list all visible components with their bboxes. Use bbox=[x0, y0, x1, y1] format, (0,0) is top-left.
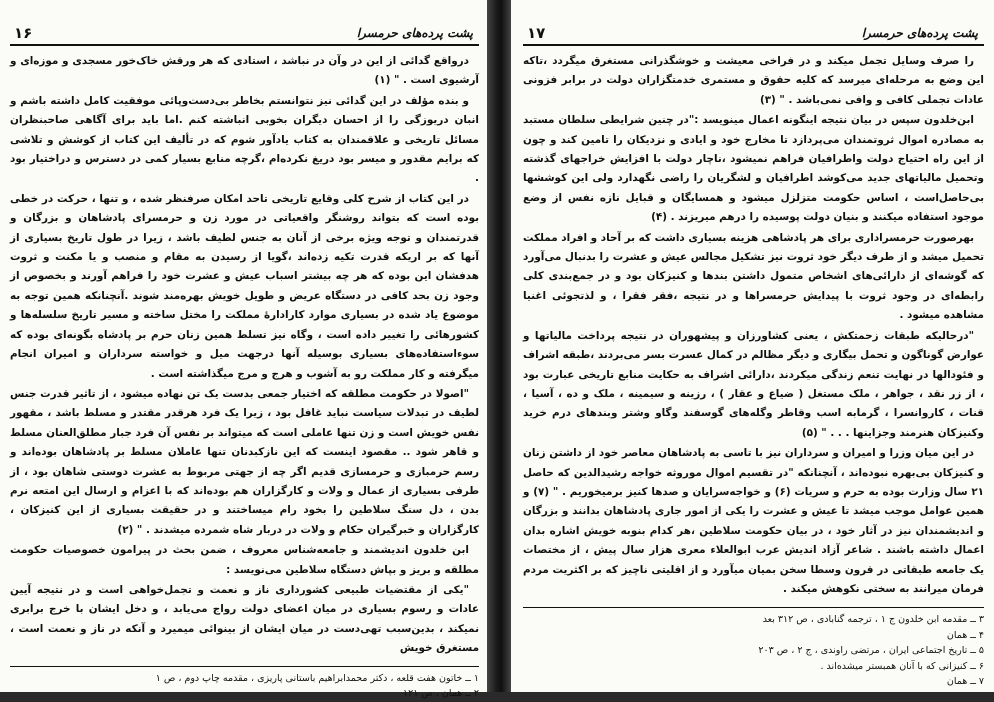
left-footnotes bbox=[10, 671, 479, 702]
right-footnote-rule bbox=[523, 607, 984, 608]
right-footnotes bbox=[523, 612, 984, 690]
footnote: ۷ ــ همان bbox=[946, 676, 984, 688]
left-paragraph: درواقع گدائی از این در وآن در نباشد ، استادی که هر ورقش خاک‌خور مسجدی و موزه‌ای و آرشیوی است . " (۱) bbox=[10, 55, 479, 87]
right-paragraph: ابن‌خلدون سپس در بیان نتیجه اینگونه اعمال مینویسد :"در چنین شرایطی سلطان مستبد به مصادره اموال ثروتمندان می‌پردازد تا مخارج خود و ایادی و نزدیکان را تامین کند و چون از این راه احتیاج دولت واطرافیان فراهم نمیشود ،ناچار دولت با افزایش خراجهای گذشته وتحمیل مالیاتهای جدید می‌کوشد اطرافیان و لشگریان را راضی نگهدارد ولی این کوششها بی‌حاصل‌است ، اساس حکومت متزلزل میشود و همسایگان و قبایل نازه نفس از وضع موجود استفاده میکنند و بنیان دولت پوسیده را درهم میریزند . (۴) bbox=[523, 114, 984, 224]
footnote: ۳ ــ مقدمه ابن خلدون ج ۱ ، ترجمه گنابادی ، ص ۳۱۲ بعد bbox=[762, 614, 984, 626]
right-running-head bbox=[523, 10, 984, 46]
right-page bbox=[511, 0, 994, 692]
left-page bbox=[0, 0, 487, 700]
left-paragraph: ابن خلدون اندیشمند و جامعه‌شناس معروف ، ضمن بحث در پیرامون خصوصیات حکومت مطلقه و بریز و بپاش دستگاه سلاطین می‌نویسد : bbox=[10, 544, 479, 576]
left-paragraph: در این کتاب از شرح کلی وقایع تاریخی تاحد امکان صرفنظر شده ، و تنها ، حرکت در خطی بوده است که بتواند روشنگر واقعیاتی در مورد زن و حرمسرای پادشاهان و بزرگان و قدرتمندان و توجه ویژه برخی از آنان به جنس لطیف باشد ، زیرا در طول تاریخ بسیاری از آنها که بر اریکه قدرت تکیه زده‌اند ،گویا از رسیدن به مقام و منصب و یا مکنت و ثروت هدفشان این بوده که هر چه بیشتر اسباب عیش و عشرت خود را فراهم آورند و بخصوص از وجود زن بحد کافی در دستگاه عریض و طویل خویش بهره‌مند شوند .آنچنانکه همین توجه به موضوع یاد شده در بسیاری موارد کارادارهٔ مملکت را مختل ساخته و مسیر تاریخ سلسله‌ها و کشورهائی را تغییر داده است ، وگاه نیز تسلط همین زنان حرم بر پادشاه بگونه‌ای بوده که سوءاستفاده‌های بسیاری بوسیله آنها درجهت میل و خواسته سرداران و امیران انجام میگرفته و کار مملکت رو به آشوب و هرج و مرج میگذاشته است . bbox=[10, 192, 479, 380]
left-paragraph: "اصولا در حکومت مطلقه که اختیار جمعی بدست یک تن نهاده میشود ، از تاثیر قدرت جنس لطیف در تبدلات سیاست نباید غافل بود ، زیرا یک فرد هرقدر مقتدر و مسلط باشد ، مقهور نفس خویش است و زن تنها عاملی است که میتواند بر نفس آن فرد جبار مطلق‌العنان مسلط و قاهر شود .. مقصود اینست که این نازکبدنان تنها عاملان مسلط بر پادشاهان بوده‌اند و رسم حرمبازی و حرمسازی قدیم اگر چه از جهتی مربوط به عشرت دوستی شاهان بود ، از طرفی بسیاری از عمال و ولات و کارگزاران هم بوده‌اند که با اعزام و ارسال این امتعه نرم بدن ، دل سنگ سلاطین را بخود رام میساختند و در حقیقت بسیاری از این کنیزکان ، کارگزاران و خبرگیران حکام و ولات در دربار شاه شمرده میشدند . " (۲) bbox=[10, 387, 479, 536]
left-paragraph: و بنده مؤلف در این گدائی نیز نتوانستم بخاطر بی‌دست‌وپائی موفقیت کامل داشته باشم و انبان دریوزگی را از احسان دیگران بخوبی انباشته کنم .اما باید برای آگاهی صاحبنظران مسائل تاریخی و علاقمندان به کتاب یادآور شوم که در تألیف این کتاب از کوشش و تلاشی که برایم مقدور و میسر بود دریغ نکرده‌ام ،گرچه منابع بسیار کمی در دسترس و دراختیار بود . bbox=[10, 94, 479, 185]
right-body-text bbox=[523, 52, 984, 599]
footnote: ۶ ــ کنیزانی که با آنان همبستر میشده‌اند . bbox=[820, 660, 984, 672]
right-page-number: ۱۷ bbox=[527, 24, 546, 42]
right-paragraph: بهرصورت حرمسراداری برای هر پادشاهی هزینه بسیاری داشت که بر آحاد و افراد مملکت تحمیل میشد و از طرف دیگر خود ثروت نیز تشکیل مجالس عیش و عشرت را بدنبال می‌آورد که گوشه‌ای از دارائی‌های اشخاص متمول داشتن بندها و کنیزکان بود و در جمع‌بندی کلی رابطه‌ای در وجود ثروت با پیدایش حرمسراها و در نتیجه ،فقر فقرا ، و لذتجوئی اغنیا مشاهده میشود . bbox=[523, 231, 984, 322]
left-running-head bbox=[10, 10, 479, 46]
left-running-title: پشت پرده‌های حرمسرا bbox=[356, 26, 473, 40]
right-running-title: پشت پرده‌های حرمسرا bbox=[861, 26, 978, 40]
right-paragraph: را صرف وسایل تجمل میکند و در فراخی معیشت و خوشگذرانی مستغرق میگردد ،تاکه این وضع به مرحله‌ای میرسد که کلیه حقوق و مستمری خدمتگزاران دولت در برابر فزونی عادات تجملی کافی و وافی نمی‌باشد . " (۳) bbox=[523, 55, 984, 106]
left-body-text bbox=[10, 52, 479, 659]
left-footnote-rule bbox=[10, 666, 479, 667]
left-page-number: ۱۶ bbox=[14, 24, 33, 42]
footnote: ۵ ــ تاریخ اجتماعی ایران ، مرتضی راوندی ، ج ۲ ، ص ۲۰۳ bbox=[758, 645, 984, 657]
left-paragraph: "یکی از مقتضیات طبیعی کشورداری ناز و نعمت و تجمل‌خواهی است و در نتیجه آیین عادات و رسوم بسیاری در میان اعضای دولت رواج می‌یابد ، و دخل ایشان با خرج برابری نمیکند ، بدین‌سبب تهی‌دست در میان ایشان از بینوائی میمیرد و آنکه در ناز و نعمت است ، مستغرق خویش bbox=[10, 583, 479, 655]
right-paragraph: "درحالیکه طبقات زحمتکش ، یعنی کشاورزان و پیشهوران در نتیجه پرداخت مالیاتها و عوارض گوناگون و تحمل بیگاری و دیگر مظالم در کمال عسرت بسر می‌بردند ،طبقه اشراف و فئودالها در نهایت تنعم زندگی میکردند ،دارائی اشراف به حکایت منابع تاریخی عبارت بود ، از زر نقد ، جواهر ، ملک مستغل ( ضیاع و عقار ) ، رزینه و سیمینه ، ملک و ده ، آسیا ، قنات ، کاروانسرا ، گرمابه اسب وقاطر وگله‌های گوسفند وگاو وشتر وبندهای درم خرید وکنیزکان هنرمند وجزاینها . . . " (۵) bbox=[523, 329, 984, 439]
right-paragraph: در این میان وزرا و امیران و سرداران نیز با تاسی به پادشاهان معاصر خود از داشتن زنان و کنیزکان بی‌بهره نبوده‌اند ، آنچنانکه "در تقسیم اموال موروثه خواجه رشیدالدین که حاصل ۲۱ سال وزارت بوده به حرم و سریات (۶) و خواجه‌سرایان و صدها کنیز برمیخوریم . " (۷) و همین عوامل موجب میشد تا عیش و عشرت را یکی از امور جاری پادشاهان بدانند و بزرگان و اندیشمندان نیز در آثار خود ، در بیان حکومت سلاطین ،هر کدام بنوبه خویش اشاره بدان اعمال داشته باشند . شاعر آزاد اندیش عرب ابوالعلاء معری هزار سال پیش ، از مختصات یک جامعه طبقاتی در قرون وسطا سخن بمیان میآورد و از اقلیتی ناچیز که بر اکثریت مردم فرمان میرانند به سختی نکوهش میکند . bbox=[523, 447, 984, 595]
footnote: ۱ ــ خاتون هفت قلعه ، دکتر محمدابراهیم باستانی پاریزی ، مقدمه چاپ دوم ، ص ۱ bbox=[155, 672, 479, 684]
footnote: ۲ ــ همان ، ص ۱۲۱ bbox=[402, 688, 479, 700]
footnote: ۴ ــ همان bbox=[946, 629, 984, 641]
book-gutter bbox=[487, 0, 511, 692]
